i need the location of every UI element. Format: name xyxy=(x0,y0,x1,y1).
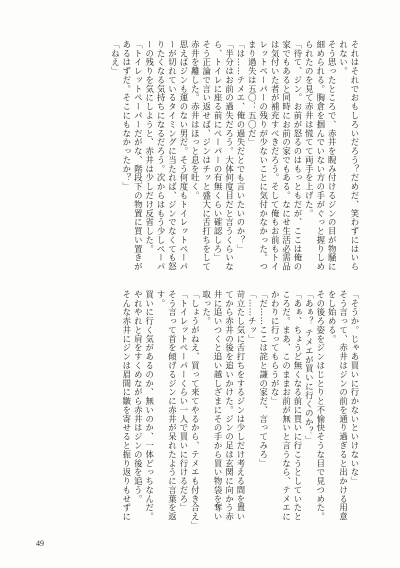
paragraph: 思えばジンも運のない男だ。そう何度もトイレットペーパーが切れているタイミングに当たれば、ジンでなくても怒りたくなる気持ちになるだろう。次からはもう少しペーパーの残りを気にしようと、赤井は少しだけ反省した。 xyxy=(144,40,189,272)
paragraph: 買いに行く気があるのか、無いのか、一体どっちなんだ。 xyxy=(144,290,155,522)
paragraph: 「トイレットペーパーくらい一人で買いに行けるだろ」 xyxy=(178,290,189,513)
paragraph: それはそれでおもしろいだろう？だめだ、笑わずにはいられない。 xyxy=(338,40,360,272)
paragraph: 「しょうがねえ、買って来てやるから、テメエも付き合え」 xyxy=(190,290,201,531)
paragraph: そう言って首を傾げるジンに赤井が呆れたように言葉を返す。 xyxy=(156,290,178,522)
paragraph: 「待て、ジン。お前が怒るのはもっともだが、ここは俺の家でもあると同時にお前の家でもある。なにせ生活必需品は気付いた者が補充すべきだろう。そして俺もお前もトイレットペーパーの残りが少ないことに気付かなかった。つまり過失は五〇：五〇だ」 xyxy=(247,40,303,272)
paragraph: 「半分はお前の過失だろう。大体何度目だと言うくらいなら、トイレに座る前にペーパーの有無くらい確認しろ」 xyxy=(213,40,235,272)
paragraph: 「あぁ、ちょうど無くなる前に買いに行こうとしていたところだ。まあ、このままお前が無いと言うなら、テメエにかわりに行ってもらうがな」 xyxy=(270,290,303,522)
lower-text-block xyxy=(40,290,360,530)
paragraph: 「は……テメエ、俺の過失だとでも言いたいのか？」 xyxy=(235,40,246,254)
upper-text-block xyxy=(40,40,360,272)
paragraph: 「……チッ」 xyxy=(247,290,258,344)
paragraph: 「あぁ？ テメエが買いに行くのか？」 xyxy=(304,290,315,445)
paragraph: 「トイレットペーパーだがな、階段下の物置に買い置きがあるはずだ。そこにもなかったか？」 xyxy=(121,40,144,272)
paragraph: その後ろ姿をジンはじとりと不愉快そうな目で見つめた。 xyxy=(315,290,326,522)
paragraph: 「だ……ここは詫と謙の家だ、言ってみろ」 xyxy=(258,290,269,468)
paragraph: そんな赤井にジンは眉間に皺を寄せると振り返りもせずに xyxy=(121,290,132,522)
paragraph: 「ねえ」 xyxy=(110,40,121,76)
paragraph: 「そうか。じゃあ買いに行かないといけないな」 xyxy=(350,290,360,486)
paragraph: そう言って、赤井はジンの前を通り過ぎると出かける用意をし始める。 xyxy=(327,290,349,522)
paragraph: 苛立たし気に舌打ちをするジンは少しだけ考える間を置いてから赤井の後を追いかけた。ジンの足は玄関に向かう赤井に追いつくと追い越しざまにその手から買い物袋を奪い取った。 xyxy=(201,290,246,522)
paragraph: そう正論で言い返せば、ジンはチッと盛大に舌打ちをして赤井を離した。赤井はほっと息を吐く。 xyxy=(190,40,212,272)
paragraph: そう思ったところで、赤井を睨み付けるジンの目が物騒に細められる。胸倉を掴んでいない方の手がぐっと握りしめられたのを見て赤井は慌てて両手を上げた。 xyxy=(304,40,338,272)
paragraph: やれやれと肩をすくめながら赤井はジンの後を追う。 xyxy=(133,290,144,504)
page-number: 49 xyxy=(36,539,44,548)
